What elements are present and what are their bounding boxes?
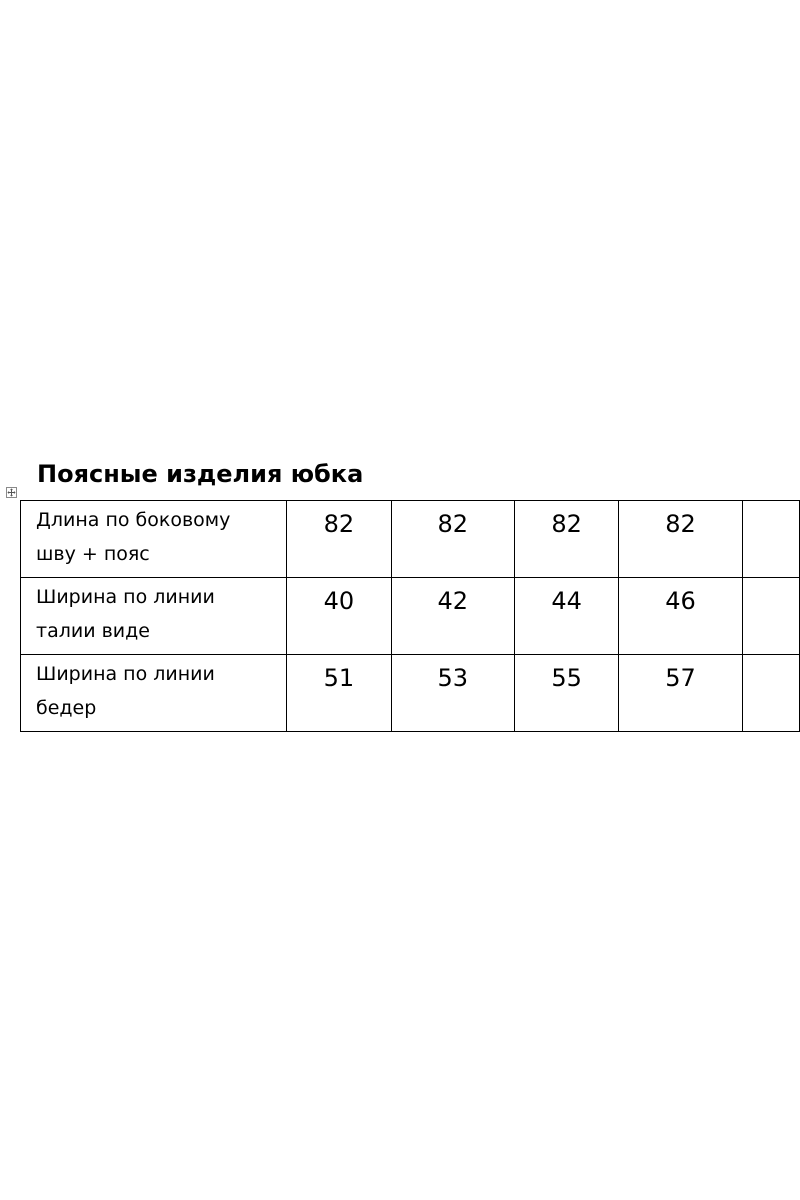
table-cell: 82 [619,501,742,578]
row-label [21,655,287,732]
row-label-line: талии виде [36,620,150,642]
row-label-line: бедер [36,697,97,719]
table-cell: 82 [391,501,514,578]
table-cell: 55 [515,655,619,732]
table-cell: 82 [515,501,619,578]
page-title: Поясные изделия юбка [37,460,364,488]
four-arrows-icon [7,488,16,497]
table-cell: 53 [391,655,514,732]
table-row [21,655,800,732]
row-label-line: Ширина по линии [36,663,215,685]
table-cell: 51 [287,655,391,732]
row-label-line: Длина по боковому [36,509,231,531]
table-cell: 46 [619,578,742,655]
row-label [21,501,287,578]
row-label [21,578,287,655]
table-cell [742,655,799,732]
table-move-handle-icon[interactable] [6,487,17,498]
table-cell [742,501,799,578]
row-label-line: шву + пояс [36,543,150,565]
table-row [21,501,800,578]
table-cell: 82 [287,501,391,578]
table-row [21,578,800,655]
size-table [20,500,800,732]
table-cell [742,578,799,655]
table-cell: 57 [619,655,742,732]
table-cell: 42 [391,578,514,655]
table-cell: 40 [287,578,391,655]
table-cell: 44 [515,578,619,655]
row-label-line: Ширина по линии [36,586,215,608]
